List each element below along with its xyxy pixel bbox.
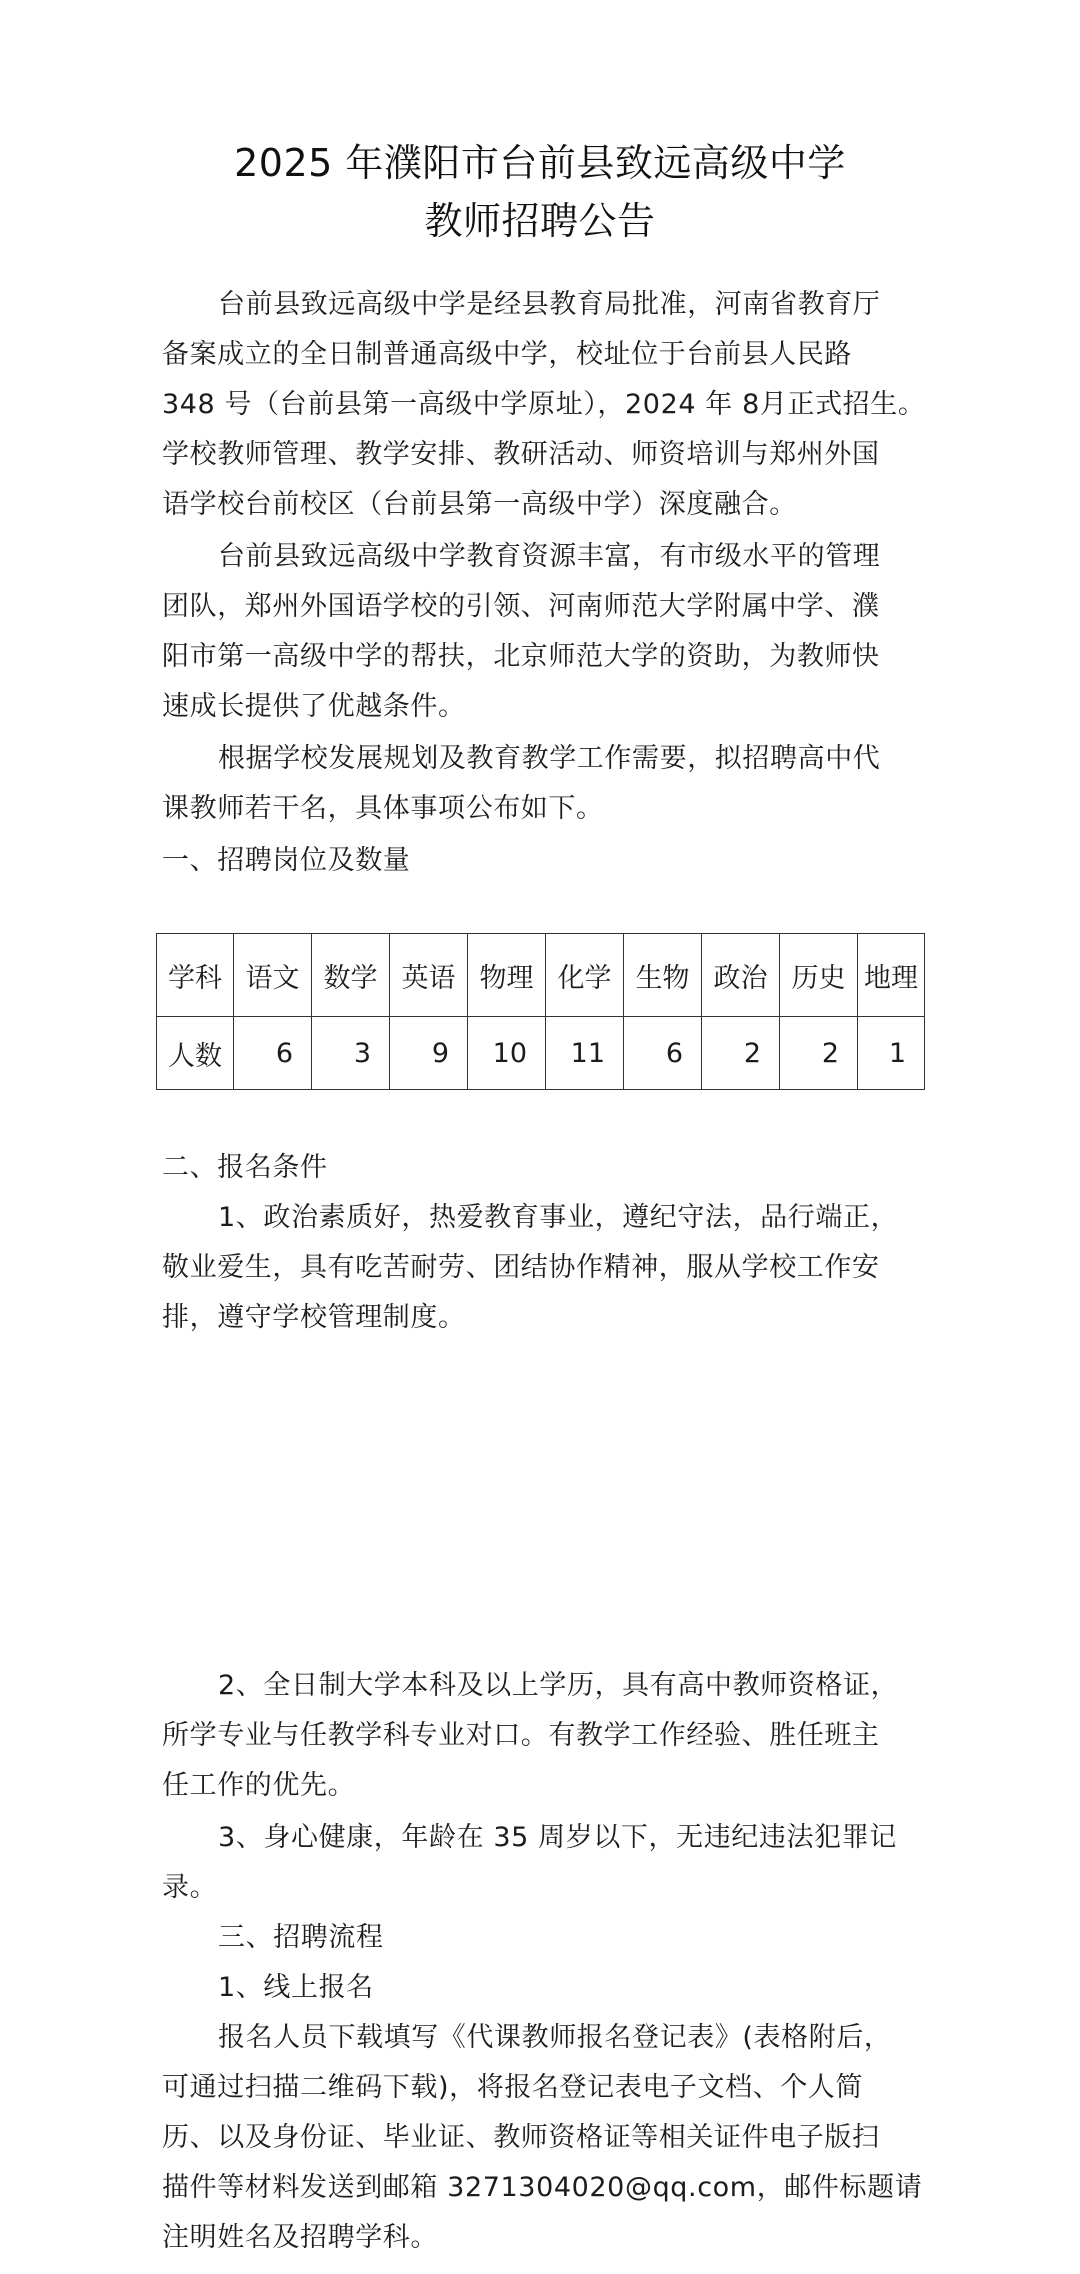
step1-line4: 描件等材料发送到邮箱 3271304020@qq.com，邮件标题请: [162, 2172, 923, 2203]
section2-heading: 二、报名条件: [162, 1152, 328, 1183]
step1-line1: 报名人员下载填写《代课教师报名登记表》(表格附后，: [218, 2022, 892, 2053]
table-cell-subject: 政治: [702, 934, 780, 1017]
intro-p1-line1: 台前县致远高级中学是经县教育局批准，河南省教育厅: [218, 289, 881, 320]
intro-p3-line1: 根据学校发展规划及教育教学工作需要，拟招聘高中代: [218, 743, 881, 774]
table-cell-subject: 地理: [858, 934, 925, 1017]
table-cell-count: 2: [780, 1017, 858, 1090]
intro-p2-line4: 速成长提供了优越条件。: [162, 691, 466, 722]
intro-p1-line5: 语学校台前校区（台前县第一高级中学）深度融合。: [162, 489, 797, 520]
table-row-subjects: [157, 934, 925, 1017]
intro-p1-line2: 备案成立的全日制普通高级中学，校址位于台前县人民路: [162, 339, 852, 370]
step1-title: 1、线上报名: [218, 1972, 374, 2003]
step1-line3: 历、以及身份证、毕业证、教师资格证等相关证件电子版扫: [162, 2122, 880, 2153]
table-cell-count: 3: [312, 1017, 390, 1090]
table-cell-subject: 语文: [234, 934, 312, 1017]
section3-heading: 三、招聘流程: [218, 1922, 384, 1953]
condition1-line3: 排，遵守学校管理制度。: [162, 1302, 466, 1333]
condition1-line2: 敬业爱生，具有吃苦耐劳、团结协作精神，服从学校工作安: [162, 1252, 880, 1283]
table-header-count: 人数: [157, 1017, 234, 1090]
table-cell-count: 9: [390, 1017, 468, 1090]
intro-p2-line3: 阳市第一高级中学的帮扶，北京师范大学的资助，为教师快: [162, 641, 880, 672]
intro-p3-line2: 课教师若干名，具体事项公布如下。: [162, 793, 604, 824]
table-row-counts: [157, 1017, 925, 1090]
table-cell-subject: 英语: [390, 934, 468, 1017]
condition2-line2: 所学专业与任教学科专业对口。有教学工作经验、胜任班主: [162, 1720, 880, 1751]
intro-p1-line4: 学校教师管理、教学安排、教研活动、师资培训与郑州外国: [162, 439, 880, 470]
section1-heading: 一、招聘岗位及数量: [162, 845, 411, 876]
table-cell-count: 10: [468, 1017, 546, 1090]
step1-line2: 可通过扫描二维码下载)，将报名登记表电子文档、个人简: [162, 2072, 864, 2103]
notice-title-line1: 2025 年濮阳市台前县致远高级中学: [234, 141, 846, 185]
condition3-line2: 录。: [162, 1872, 218, 1903]
intro-p2-line1: 台前县致远高级中学教育资源丰富，有市级水平的管理: [218, 541, 881, 572]
table-cell-count: 1: [858, 1017, 925, 1090]
condition2-line3: 任工作的优先。: [162, 1770, 356, 1801]
recruitment-table: [156, 933, 925, 1090]
intro-p2-line2: 团队，郑州外国语学校的引领、河南师范大学附属中学、濮: [162, 591, 880, 622]
notice-title-line2: 教师招聘公告: [424, 199, 656, 243]
table-cell-count: 11: [546, 1017, 624, 1090]
table-cell-subject: 数学: [312, 934, 390, 1017]
condition2-line1: 2、全日制大学本科及以上学历，具有高中教师资格证，: [218, 1670, 899, 1701]
table-cell-count: 6: [624, 1017, 702, 1090]
table-cell-count: 6: [234, 1017, 312, 1090]
table-cell-subject: 生物: [624, 934, 702, 1017]
intro-p1-line3: 348 号（台前县第一高级中学原址），2024 年 8月正式招生。: [162, 389, 926, 420]
table-cell-subject: 化学: [546, 934, 624, 1017]
condition3-line1: 3、身心健康，年龄在 35 周岁以下，无违纪违法犯罪记: [218, 1822, 897, 1853]
table-header-subject: 学科: [157, 934, 234, 1017]
table-cell-subject: 物理: [468, 934, 546, 1017]
condition1-line1: 1、政治素质好，热爱教育事业，遵纪守法，品行端正，: [218, 1202, 899, 1233]
step1-line5: 注明姓名及招聘学科。: [162, 2222, 438, 2253]
table-cell-count: 2: [702, 1017, 780, 1090]
table-cell-subject: 历史: [780, 934, 858, 1017]
